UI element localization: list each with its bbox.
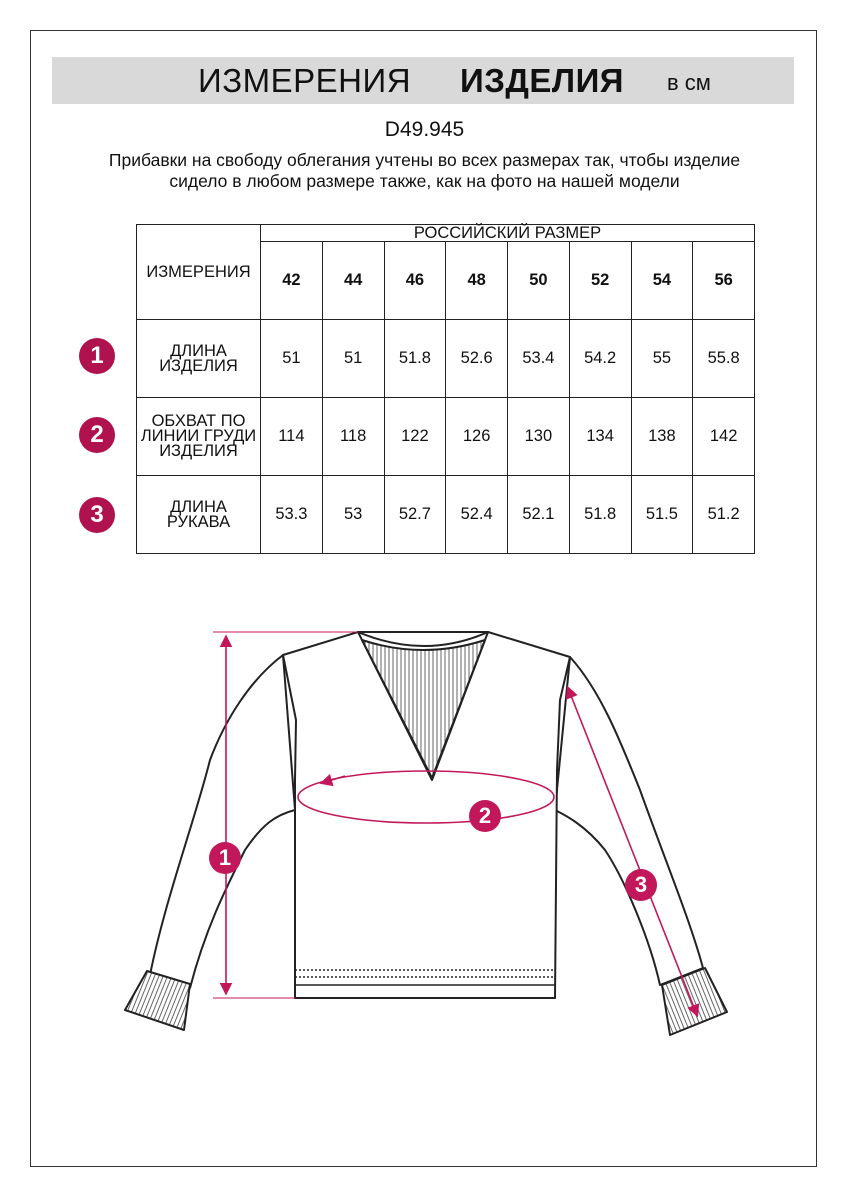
value-cell: 130: [508, 398, 570, 476]
size-cell: 42: [261, 242, 323, 320]
value-cell: 122: [384, 398, 446, 476]
value-cell: 52.4: [446, 476, 508, 554]
garment-outline: [125, 632, 727, 1035]
size-cell: 52: [569, 242, 631, 320]
size-cell: 56: [693, 242, 755, 320]
size-cell: 54: [631, 242, 693, 320]
sleeve-arrow: [568, 688, 697, 1015]
value-cell: 126: [446, 398, 508, 476]
diagram-marker-3: 3: [625, 869, 657, 901]
value-cell: 53.4: [508, 320, 570, 398]
value-cell: 51: [261, 320, 323, 398]
row-number-badge: 2: [79, 417, 115, 453]
row-number-badge: 3: [79, 497, 115, 533]
fit-note: Прибавки на свободу облегания учтены во всех размерах так, чтобы изделие сидело в любом размере также, как на фото на нашей модели: [108, 150, 741, 191]
value-cell: 52.7: [384, 476, 446, 554]
row-number-badge: 1: [79, 338, 115, 374]
value-cell: 51: [322, 320, 384, 398]
value-cell: 53: [322, 476, 384, 554]
value-cell: 51.5: [631, 476, 693, 554]
measurements-header: ИЗМЕРЕНИЯ: [137, 225, 261, 320]
size-cell: 44: [322, 242, 384, 320]
value-cell: 54.2: [569, 320, 631, 398]
value-cell: 51.8: [384, 320, 446, 398]
value-cell: 114: [261, 398, 323, 476]
value-cell: 52.1: [508, 476, 570, 554]
value-cell: 53.3: [261, 476, 323, 554]
value-cell: 138: [631, 398, 693, 476]
value-cell: 52.6: [446, 320, 508, 398]
diagram-marker-1: 1: [209, 842, 241, 874]
row-label: ДЛИНА РУКАВА: [137, 476, 261, 554]
value-cell: 51.2: [693, 476, 755, 554]
title-bold: ИЗДЕЛИЯ: [460, 62, 625, 99]
value-cell: 55: [631, 320, 693, 398]
value-cell: 51.8: [569, 476, 631, 554]
title-regular: ИЗМЕРЕНИЯ: [198, 62, 412, 99]
unit-label: в см: [667, 70, 711, 95]
value-cell: 142: [693, 398, 755, 476]
value-cell: 55.8: [693, 320, 755, 398]
value-cell: 134: [569, 398, 631, 476]
size-cell: 50: [508, 242, 570, 320]
diagram-marker-2: 2: [469, 800, 501, 832]
row-label: ДЛИНА ИЗДЕЛИЯ: [137, 320, 261, 398]
size-group-header: РОССИЙСКИЙ РАЗМЕР: [261, 225, 755, 242]
value-cell: 118: [322, 398, 384, 476]
right-sleeve: [555, 657, 703, 985]
article-number: D49.945: [384, 118, 465, 141]
size-cell: 48: [446, 242, 508, 320]
left-sleeve: [150, 655, 295, 988]
size-cell: 46: [384, 242, 446, 320]
row-label: ОБХВАТ ПО ЛИНИИ ГРУДИ ИЗДЕЛИЯ: [137, 398, 261, 476]
